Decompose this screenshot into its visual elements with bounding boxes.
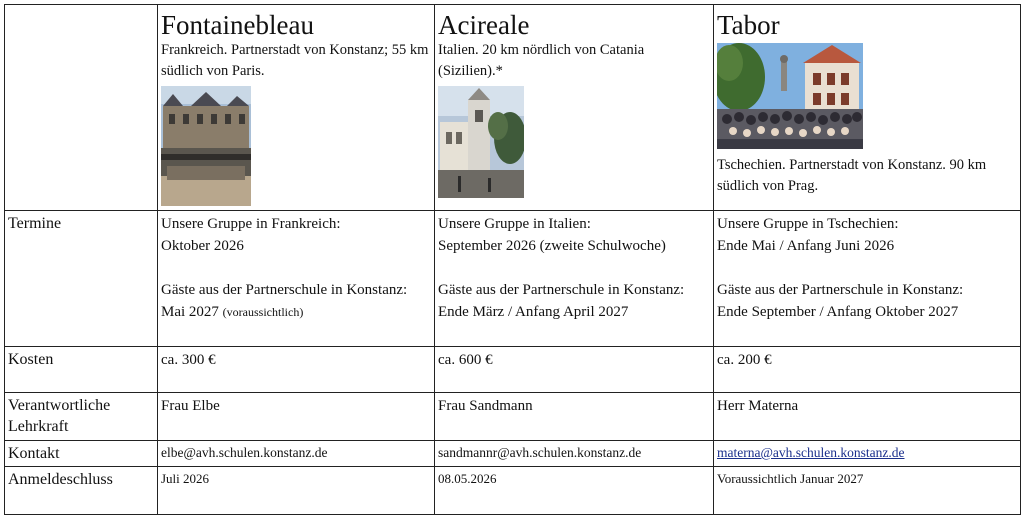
row-kontakt bbox=[5, 441, 1021, 467]
city-cell-acireale bbox=[435, 5, 714, 211]
church-photo bbox=[438, 86, 524, 198]
anmeldeschluss-value: 08.05.2026 bbox=[435, 467, 714, 515]
termine-line: Ende Mai / Anfang Juni 2026 bbox=[717, 238, 895, 254]
termine-fontainebleau bbox=[158, 211, 435, 347]
termine-line: Gäste aus der Partnerschule in Konstanz: bbox=[717, 282, 964, 298]
empty-corner-cell bbox=[5, 5, 158, 211]
row-label-lehrkraft: Verantwortliche Lehrkraft bbox=[8, 397, 111, 435]
row-label-termine: Termine bbox=[8, 215, 62, 232]
anmeldeschluss-value: Voraussichtlich Januar 2027 bbox=[714, 467, 1021, 515]
row-kosten bbox=[5, 347, 1021, 393]
city-description: Tschechien. Partnerstadt von Konstanz. 90 km südlich von Prag. bbox=[717, 157, 987, 194]
termine-tabor bbox=[714, 211, 1021, 347]
row-label-kontakt: Kontakt bbox=[8, 445, 60, 462]
kosten-value: ca. 200 € bbox=[714, 347, 1021, 393]
termine-line: Mai 2027 bbox=[161, 304, 219, 320]
city-description: Frankreich. Partnerstadt von Konstanz; 55 km südlich von Paris. bbox=[161, 42, 429, 79]
lehrkraft-value: Frau Elbe bbox=[158, 393, 435, 441]
row-lehrkraft bbox=[5, 393, 1021, 441]
header-row bbox=[5, 5, 1021, 211]
termine-line: Unsere Gruppe in Italien: bbox=[438, 216, 591, 232]
termine-line: Ende März / Anfang April 2027 bbox=[438, 304, 629, 320]
city-cell-tabor bbox=[714, 5, 1021, 211]
city-description: Italien. 20 km nördlich von Catania (Sizilien).* bbox=[438, 42, 645, 79]
city-name: Acireale bbox=[438, 10, 530, 40]
termine-line: Oktober 2026 bbox=[161, 238, 244, 254]
chateau-photo bbox=[161, 86, 251, 206]
kosten-value: ca. 600 € bbox=[435, 347, 714, 393]
termine-line: Ende September / Anfang Oktober 2027 bbox=[717, 304, 959, 320]
termine-line: Unsere Gruppe in Tschechien: bbox=[717, 216, 899, 232]
row-label-kosten: Kosten bbox=[8, 351, 54, 368]
email-text: elbe@avh.schulen.konstanz.de bbox=[161, 445, 328, 460]
group-photo bbox=[717, 43, 863, 149]
email-link[interactable]: materna@avh.schulen.konstanz.de bbox=[717, 445, 905, 460]
email-text: sandmannr@avh.schulen.konstanz.de bbox=[438, 445, 642, 460]
termine-line: Gäste aus der Partnerschule in Konstanz: bbox=[438, 282, 685, 298]
row-label-anmeldeschluss: Anmeldeschluss bbox=[8, 471, 113, 488]
exchange-table bbox=[4, 4, 1021, 515]
termine-note: (voraussichtlich) bbox=[222, 305, 304, 319]
termine-acireale bbox=[435, 211, 714, 347]
kosten-value: ca. 300 € bbox=[158, 347, 435, 393]
row-anmeldeschluss bbox=[5, 467, 1021, 515]
city-name: Tabor bbox=[717, 10, 780, 40]
city-cell-fontainebleau bbox=[158, 5, 435, 211]
lehrkraft-value: Frau Sandmann bbox=[435, 393, 714, 441]
row-termine bbox=[5, 211, 1021, 347]
termine-line: Gäste aus der Partnerschule in Konstanz: bbox=[161, 282, 408, 298]
anmeldeschluss-value: Juli 2026 bbox=[158, 467, 435, 515]
termine-line: September 2026 (zweite Schulwoche) bbox=[438, 238, 666, 254]
termine-line: Unsere Gruppe in Frankreich: bbox=[161, 216, 341, 232]
lehrkraft-value: Herr Materna bbox=[714, 393, 1021, 441]
city-name: Fontainebleau bbox=[161, 10, 314, 40]
